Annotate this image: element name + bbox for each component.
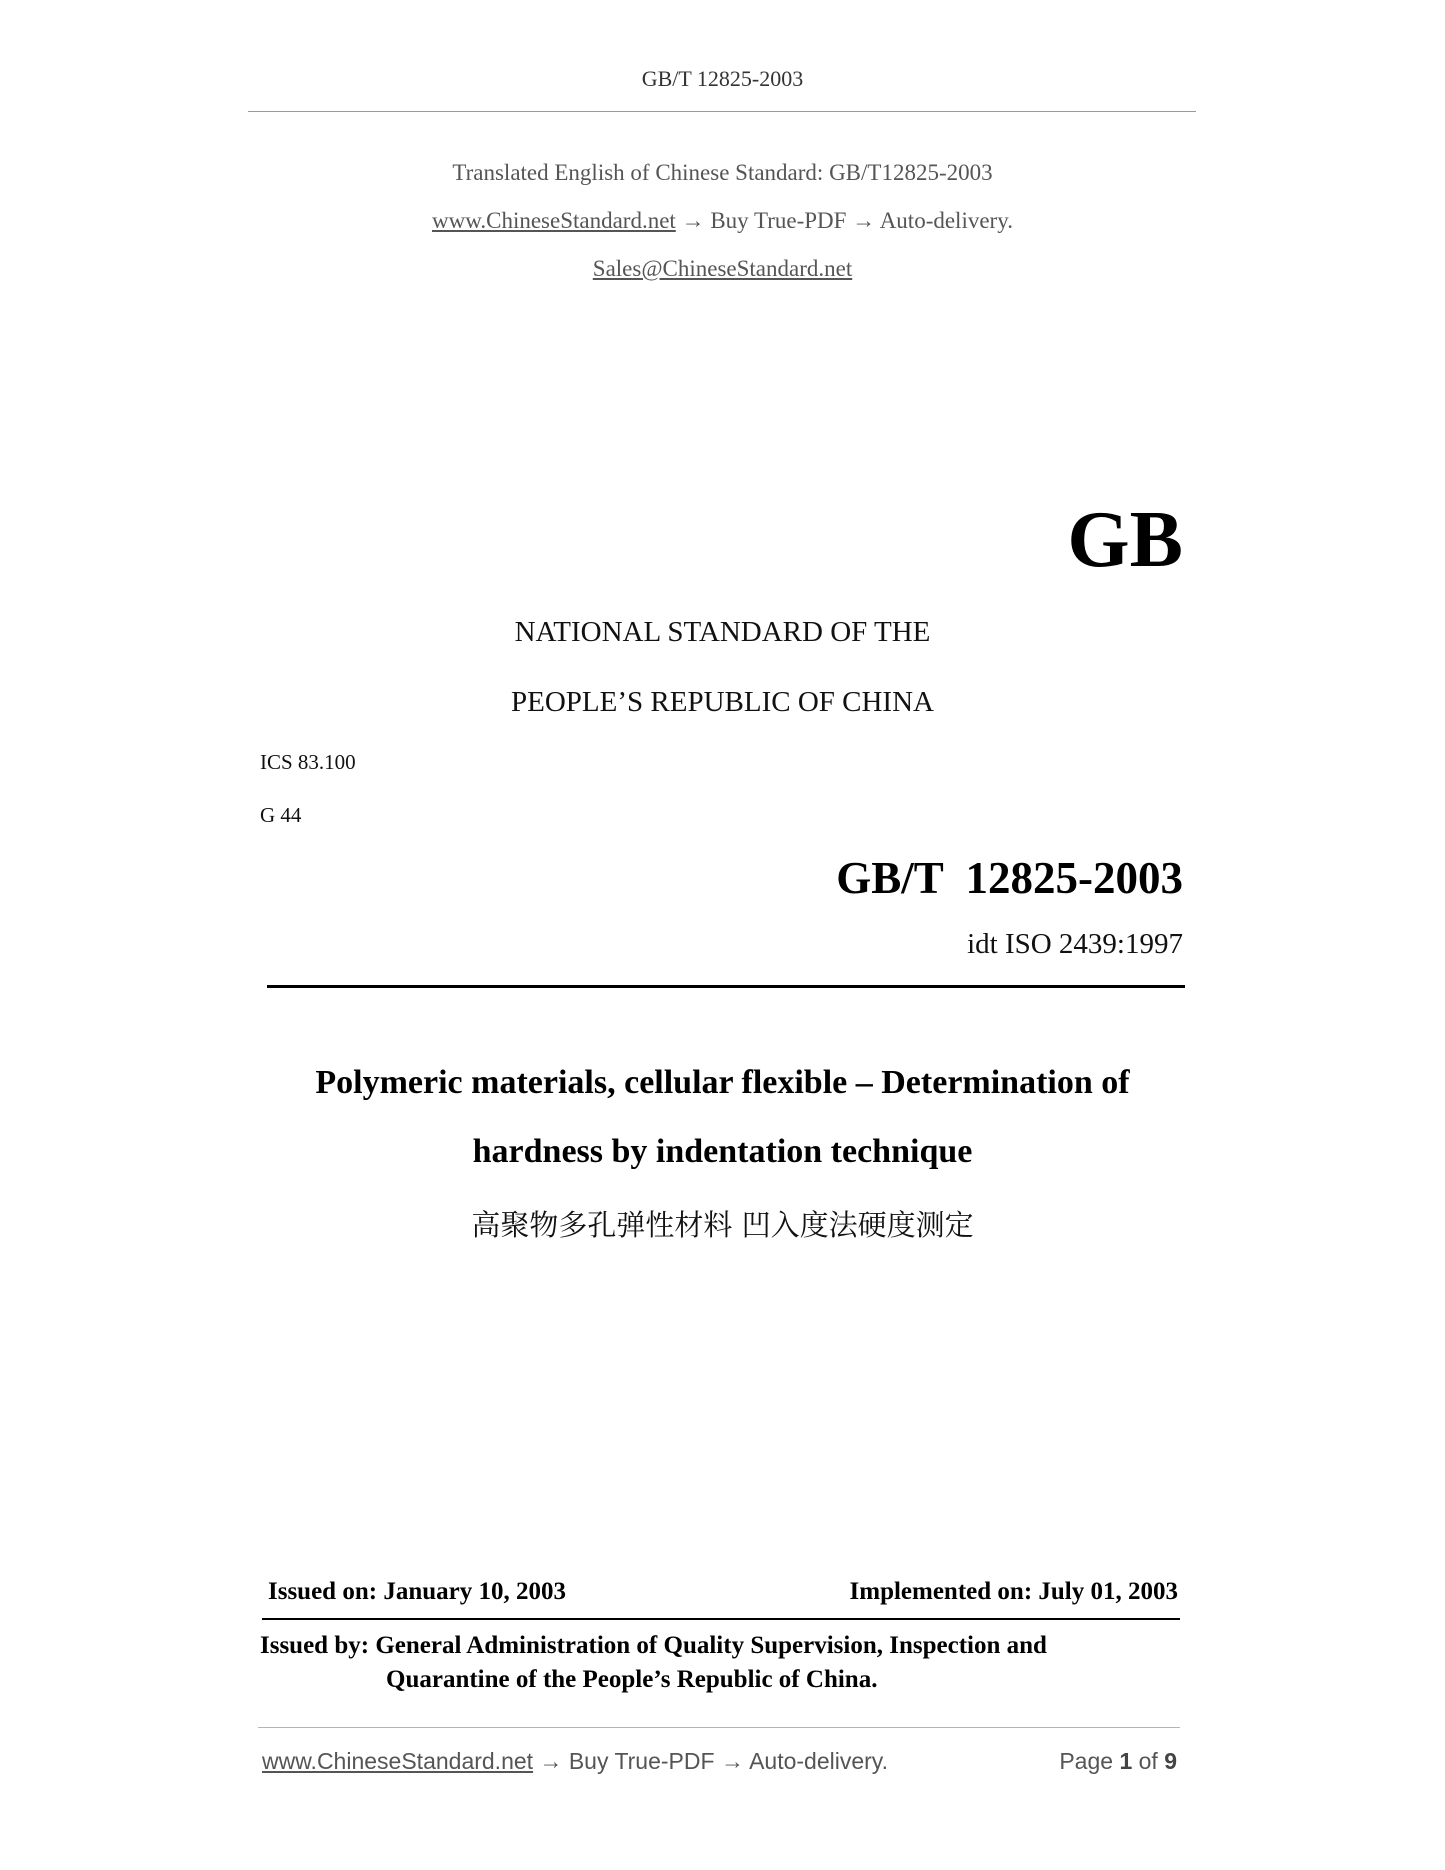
issue-divider bbox=[262, 1618, 1180, 1620]
purchase-line bbox=[0, 208, 1445, 234]
title-line1: Polymeric materials, cellular flexible – Determination of bbox=[315, 1064, 1130, 1101]
issued-by-line1: Issued by: General Administration of Quality Supervision, Inspection and bbox=[260, 1632, 1047, 1659]
site-link[interactable]: www.ChineseStandard.net bbox=[432, 208, 676, 233]
implemented-on: Implemented on: July 01, 2003 bbox=[849, 1578, 1178, 1605]
national-standard-line2: PEOPLE’S REPUBLIC OF CHINA bbox=[511, 686, 934, 718]
page-current: 1 bbox=[1119, 1748, 1133, 1774]
auto-delivery-text: Auto-delivery. bbox=[879, 208, 1013, 233]
arrow-right-icon: → bbox=[852, 208, 876, 233]
idt-reference: idt ISO 2439:1997 bbox=[967, 928, 1183, 960]
issued-on: Issued on: January 10, 2003 bbox=[268, 1578, 566, 1605]
national-standard-line1: NATIONAL STANDARD OF THE bbox=[514, 616, 931, 648]
arrow-right-icon: → bbox=[539, 1748, 563, 1774]
header-divider bbox=[248, 111, 1196, 112]
standard-code: GB/T 12825-2003 bbox=[836, 853, 1183, 903]
running-header: GB/T 12825-2003 bbox=[641, 66, 804, 91]
page-total: 9 bbox=[1164, 1748, 1177, 1774]
arrow-right-icon: → bbox=[720, 1748, 744, 1774]
title-divider bbox=[267, 985, 1185, 988]
footer-delivery-text: Auto-delivery. bbox=[749, 1748, 888, 1774]
issue-dates bbox=[268, 1578, 1178, 1612]
buy-pdf-text: Buy True-PDF bbox=[710, 208, 847, 233]
page-word: Page bbox=[1059, 1748, 1114, 1774]
sales-email-link[interactable]: Sales@ChineseStandard.net bbox=[592, 256, 853, 281]
arrow-right-icon: → bbox=[681, 208, 705, 233]
footer-buy-text: Buy True-PDF bbox=[568, 1748, 715, 1774]
issued-by bbox=[260, 1629, 1190, 1697]
footer-site-link[interactable]: www.ChineseStandard.net bbox=[262, 1748, 534, 1774]
page-indicator bbox=[1059, 1748, 1177, 1775]
email-line bbox=[0, 256, 1445, 282]
of-word: of bbox=[1138, 1748, 1158, 1774]
chinese-title: 高聚物多孔弹性材料 凹入度法硬度测定 bbox=[471, 1208, 974, 1242]
title-line2: hardness by indentation technique bbox=[472, 1133, 973, 1170]
footer-divider bbox=[258, 1727, 1180, 1728]
issued-by-line2: Quarantine of the People’s Republic of China. bbox=[386, 1666, 878, 1693]
translation-note: Translated English of Chinese Standard: GB/T12825-2003 bbox=[452, 160, 993, 185]
gb-mark: GB bbox=[1067, 496, 1183, 584]
ics-code: ICS 83.100 bbox=[260, 750, 356, 774]
group-code: G 44 bbox=[260, 803, 302, 827]
footer-purchase-line bbox=[262, 1748, 888, 1775]
